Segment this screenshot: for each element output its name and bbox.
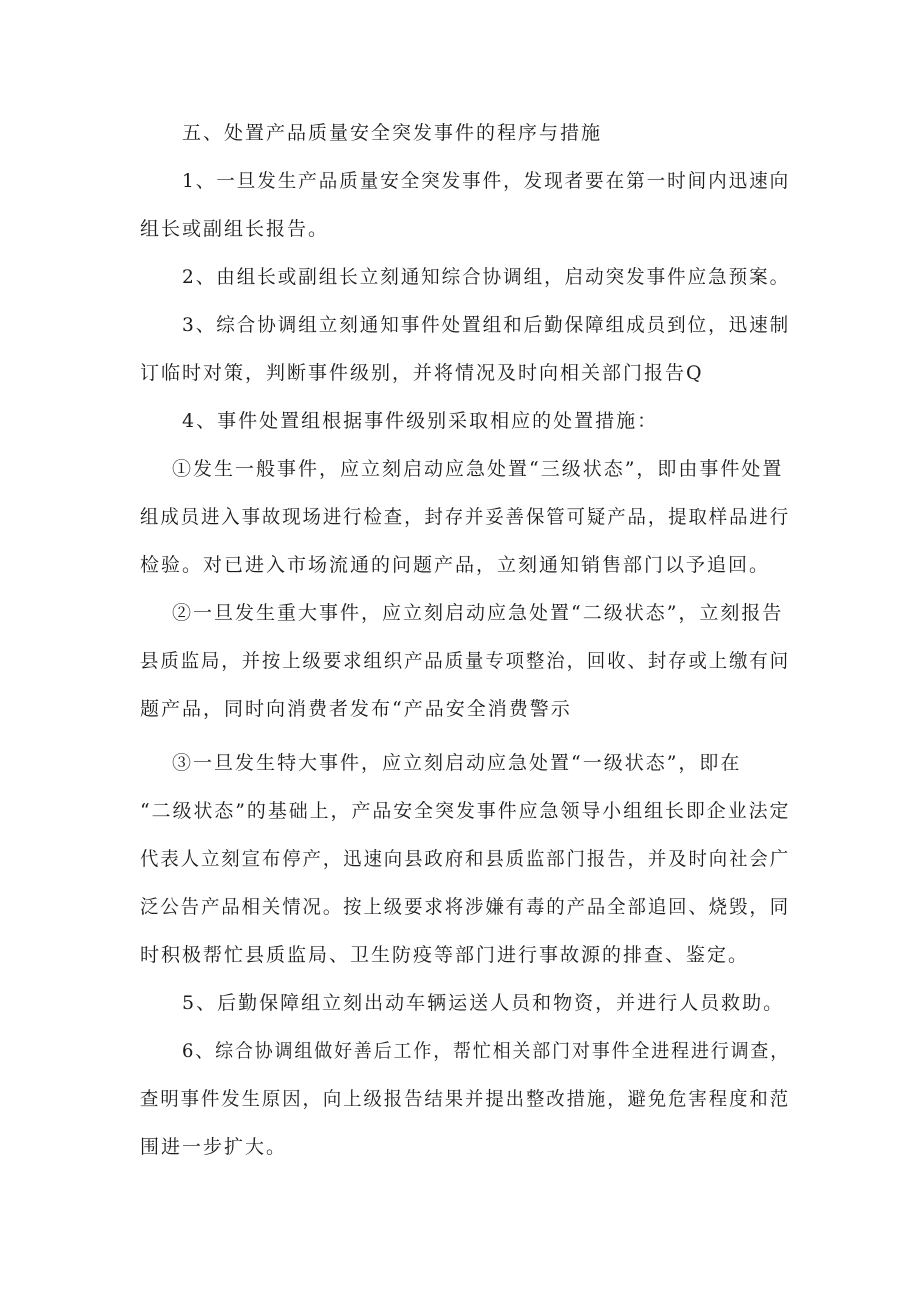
- paragraph-line: “二级状态”的基础上，产品安全突发事件应急领导小组组长即企业法定: [140, 800, 791, 822]
- paragraph-line: 5、后勤保障组立刻出动车辆运送人员和物资，并进行人员救助。: [182, 992, 785, 1014]
- paragraph-line: 围进一步扩大。: [140, 1136, 288, 1158]
- paragraph-line: ③一旦发生特大事件，应立刻启动应急处置“一级状态”，即在: [172, 752, 742, 774]
- paragraph-line: 代表人立刻宣布停产，迅速向县政府和县质监部门报告，并及时向社会广: [140, 848, 791, 870]
- paragraph-line: 泛公告产品相关情况。按上级要求将涉嫌有毒的产品全部追回、烧毁，同: [140, 896, 791, 918]
- paragraph-line: 查明事件发生原因，向上级报告结果并提出整改措施，避免危害程度和范: [140, 1088, 791, 1110]
- section-heading: 五、处置产品质量安全突发事件的程序与措施: [182, 122, 603, 144]
- paragraph-line: 题产品，同时向消费者发布“产品安全消费警示: [140, 698, 572, 720]
- paragraph-line: 县质监局，并按上级要求组织产品质量专项整治，回收、封存或上缴有问: [140, 650, 791, 672]
- paragraph-line: ②一旦发生重大事件，应立刻启动应急处置“二级状态”，立刻报告: [172, 602, 784, 624]
- paragraph-line: 1、一旦发生产品质量安全突发事件，发现者要在第一时间内迅速向: [182, 170, 791, 192]
- paragraph-line: 3、综合协调组立刻通知事件处置组和后勤保障组成员到位，迅速制: [182, 314, 791, 336]
- paragraph-line: ①发生一般事件，应立刻启动应急处置“三级状态”，即由事件处置: [172, 458, 784, 480]
- paragraph-line: 4、事件处置组根据事件级别采取相应的处置措施：: [182, 410, 659, 432]
- paragraph-line: 订临时对策，判断事件级别，并将情况及时向相关部门报告Q: [140, 362, 704, 384]
- paragraph-line: 组长或副组长报告。: [140, 218, 330, 240]
- paragraph-line: 检验。对已进入市场流通的问题产品，立刻通知销售部门以予追回。: [140, 554, 771, 576]
- paragraph-line: 组成员进入事故现场进行检查，封存并妥善保管可疑产品，提取样品进行: [140, 506, 791, 528]
- paragraph-line: 6、综合协调组做好善后工作，帮忙相关部门对事件全进程进行调查，: [182, 1040, 791, 1062]
- paragraph-line: 2、由组长或副组长立刻通知综合协调组，启动突发事件应急预案。: [182, 266, 791, 288]
- paragraph-line: 时积极帮忙县质监局、卫生防疫等部门进行事故源的排查、鉴定。: [140, 944, 750, 966]
